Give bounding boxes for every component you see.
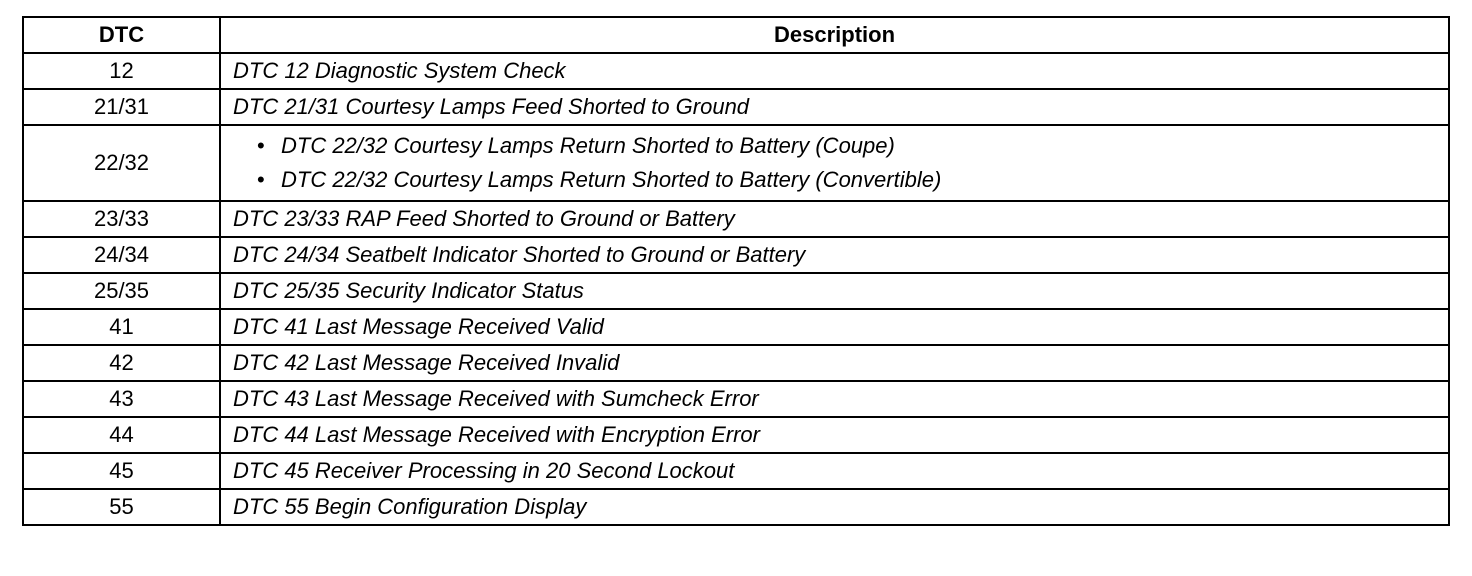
table-row [23, 309, 1449, 345]
table-row [23, 237, 1449, 273]
dtc-column-header: DTC [23, 17, 220, 53]
table-row [23, 273, 1449, 309]
bullet-item: • DTC 22/32 Courtesy Lamps Return Shorted to Battery (Coupe) [255, 129, 1448, 163]
dtc-code-cell: 25/35 [23, 273, 220, 309]
dtc-code-cell: 45 [23, 453, 220, 489]
description-column-header: Description [220, 17, 1449, 53]
dtc-description-cell: DTC 24/34 Seatbelt Indicator Shorted to Ground or Battery [220, 237, 1449, 273]
dtc-description-cell: DTC 12 Diagnostic System Check [220, 53, 1449, 89]
dtc-description-cell: DTC 21/31 Courtesy Lamps Feed Shorted to Ground [220, 89, 1449, 125]
dtc-description-cell: DTC 44 Last Message Received with Encryption Error [220, 417, 1449, 453]
dtc-code-cell: 41 [23, 309, 220, 345]
dtc-code-cell: 23/33 [23, 201, 220, 237]
dtc-description-cell: DTC 55 Begin Configuration Display [220, 489, 1449, 525]
dtc-description-cell: DTC 42 Last Message Received Invalid [220, 345, 1449, 381]
table-row [23, 489, 1449, 525]
table-row [23, 53, 1449, 89]
dtc-code-cell: 12 [23, 53, 220, 89]
dtc-code-cell: 21/31 [23, 89, 220, 125]
table-row [23, 381, 1449, 417]
table-row [23, 125, 1449, 201]
dtc-code-cell: 44 [23, 417, 220, 453]
dtc-description-cell: DTC 23/33 RAP Feed Shorted to Ground or Battery [220, 201, 1449, 237]
dtc-description-cell: DTC 41 Last Message Received Valid [220, 309, 1449, 345]
bullet-item: • DTC 22/32 Courtesy Lamps Return Shorted to Battery (Convertible) [255, 163, 1448, 197]
dtc-code-cell: 55 [23, 489, 220, 525]
dtc-description-cell: DTC 45 Receiver Processing in 20 Second Lockout [220, 453, 1449, 489]
dtc-description-cell [220, 125, 1449, 201]
table-row [23, 345, 1449, 381]
dtc-code-cell: 24/34 [23, 237, 220, 273]
table-row [23, 89, 1449, 125]
dtc-description-cell: DTC 25/35 Security Indicator Status [220, 273, 1449, 309]
table-header-row [23, 17, 1449, 53]
table-row [23, 417, 1449, 453]
bullet-list [233, 129, 1448, 197]
dtc-code-cell: 43 [23, 381, 220, 417]
table-row [23, 201, 1449, 237]
table-row [23, 453, 1449, 489]
dtc-description-cell: DTC 43 Last Message Received with Sumcheck Error [220, 381, 1449, 417]
dtc-code-cell: 42 [23, 345, 220, 381]
dtc-code-cell: 22/32 [23, 125, 220, 201]
dtc-table [22, 16, 1450, 526]
